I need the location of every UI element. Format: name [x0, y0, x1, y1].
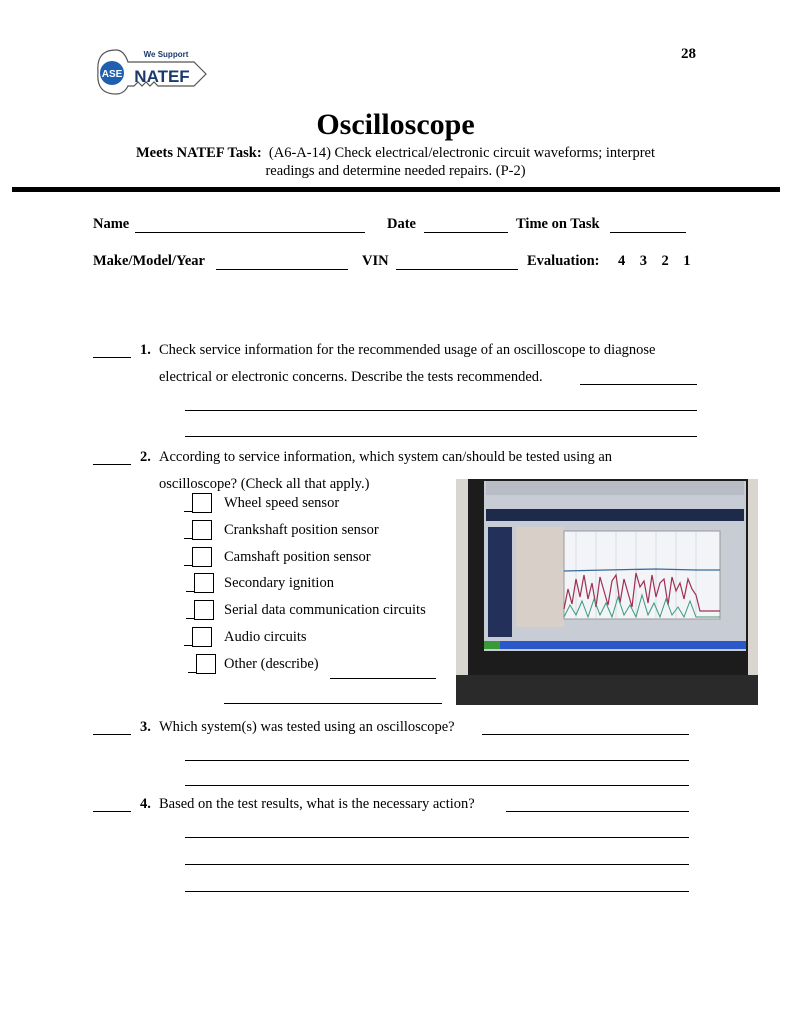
q1-number: 1.: [140, 342, 151, 358]
option-label: Other (describe): [224, 655, 319, 672]
eval-4[interactable]: 4: [618, 253, 626, 269]
svg-text:We Support: We Support: [143, 50, 189, 59]
vin-field[interactable]: [396, 269, 518, 270]
eval-2[interactable]: 2: [661, 253, 669, 269]
q1-answer-line[interactable]: [185, 436, 697, 437]
q2-text-2: oscilloscope? (Check all that apply.): [159, 476, 370, 492]
vin-label: VIN: [362, 253, 389, 269]
option-blank: [188, 672, 196, 673]
task-text: (A6-A-14) Check electrical/electronic circuit waveforms; interpret: [268, 145, 655, 161]
other-describe-line[interactable]: [330, 678, 436, 679]
svg-text:NATEF: NATEF: [134, 67, 190, 86]
q2-score-blank[interactable]: [93, 464, 131, 465]
q2-number: 2.: [140, 449, 151, 465]
q1-score-blank[interactable]: [93, 357, 131, 358]
option-checkbox[interactable]: [192, 493, 212, 513]
eval-3[interactable]: 3: [639, 253, 647, 269]
q3-text: Which system(s) was tested using an oscilloscope?: [159, 719, 455, 735]
option-label: Serial data communication circuits: [224, 602, 426, 619]
make-model-year-label: Make/Model/Year: [93, 253, 205, 269]
evaluation-label: Evaluation:: [527, 253, 600, 269]
q4-number: 4.: [140, 796, 151, 812]
q3-answer-line[interactable]: [185, 785, 689, 786]
task-label: Meets NATEF Task:: [135, 145, 262, 161]
q3-answer-line[interactable]: [185, 760, 689, 761]
option-checkbox[interactable]: [192, 547, 212, 567]
make-model-year-field[interactable]: [216, 269, 348, 270]
page-number: 28: [681, 46, 696, 62]
q4-answer-line[interactable]: [185, 891, 689, 892]
q3-score-blank[interactable]: [93, 734, 131, 735]
option-label: Secondary ignition: [224, 575, 334, 592]
eval-1[interactable]: 1: [683, 253, 691, 269]
date-field[interactable]: [424, 232, 508, 233]
option-label: Wheel speed sensor: [224, 495, 340, 511]
svg-text:ASE: ASE: [101, 69, 123, 80]
q3-answer-line[interactable]: [482, 734, 689, 735]
q1-text-1: Check service information for the recommended usage of an oscilloscope to diagnose: [159, 342, 656, 358]
option-checkbox[interactable]: [194, 600, 214, 620]
q2-text-1: According to service information, which system can/should be tested using an: [159, 449, 613, 465]
option-label: Audio circuits: [224, 629, 307, 645]
q4-answer-line[interactable]: [506, 811, 689, 812]
option-label: Crankshaft position sensor: [224, 521, 379, 538]
option-blank: [184, 645, 192, 646]
q4-answer-line[interactable]: [185, 837, 689, 838]
option-blank: [184, 511, 192, 512]
q4-score-blank[interactable]: [93, 811, 131, 812]
time-on-task-field[interactable]: [610, 232, 686, 233]
q1-text-2: electrical or electronic concerns. Describe the tests recommended.: [159, 369, 543, 385]
task-line-1: [0, 145, 791, 162]
option-checkbox[interactable]: [192, 627, 212, 647]
q1-answer-line[interactable]: [580, 384, 697, 385]
option-checkbox[interactable]: [192, 520, 212, 540]
option-blank: [184, 538, 192, 539]
page-title: Oscilloscope: [316, 108, 475, 141]
name-field[interactable]: [135, 232, 365, 233]
natef-logo: [94, 42, 214, 102]
date-label: Date: [387, 216, 416, 232]
option-label: Camshaft position sensor: [224, 548, 371, 565]
q1-answer-line[interactable]: [185, 410, 697, 411]
time-on-task-label: Time on Task: [516, 216, 600, 232]
option-blank: [186, 618, 194, 619]
q4-text: Based on the test results, what is the necessary action?: [159, 796, 475, 812]
option-blank: [184, 565, 192, 566]
option-blank: [186, 591, 194, 592]
option-checkbox[interactable]: [194, 573, 214, 593]
other-describe-line[interactable]: [224, 703, 442, 704]
header-divider: [12, 187, 780, 192]
name-label: Name: [93, 216, 130, 232]
q4-answer-line[interactable]: [185, 864, 689, 865]
task-line-2: readings and determine needed repairs. (P-2): [265, 163, 526, 179]
oscilloscope-laptop-photo: [456, 479, 758, 705]
evaluation-scores: [618, 253, 691, 270]
q3-number: 3.: [140, 719, 151, 735]
option-checkbox[interactable]: [196, 654, 216, 674]
